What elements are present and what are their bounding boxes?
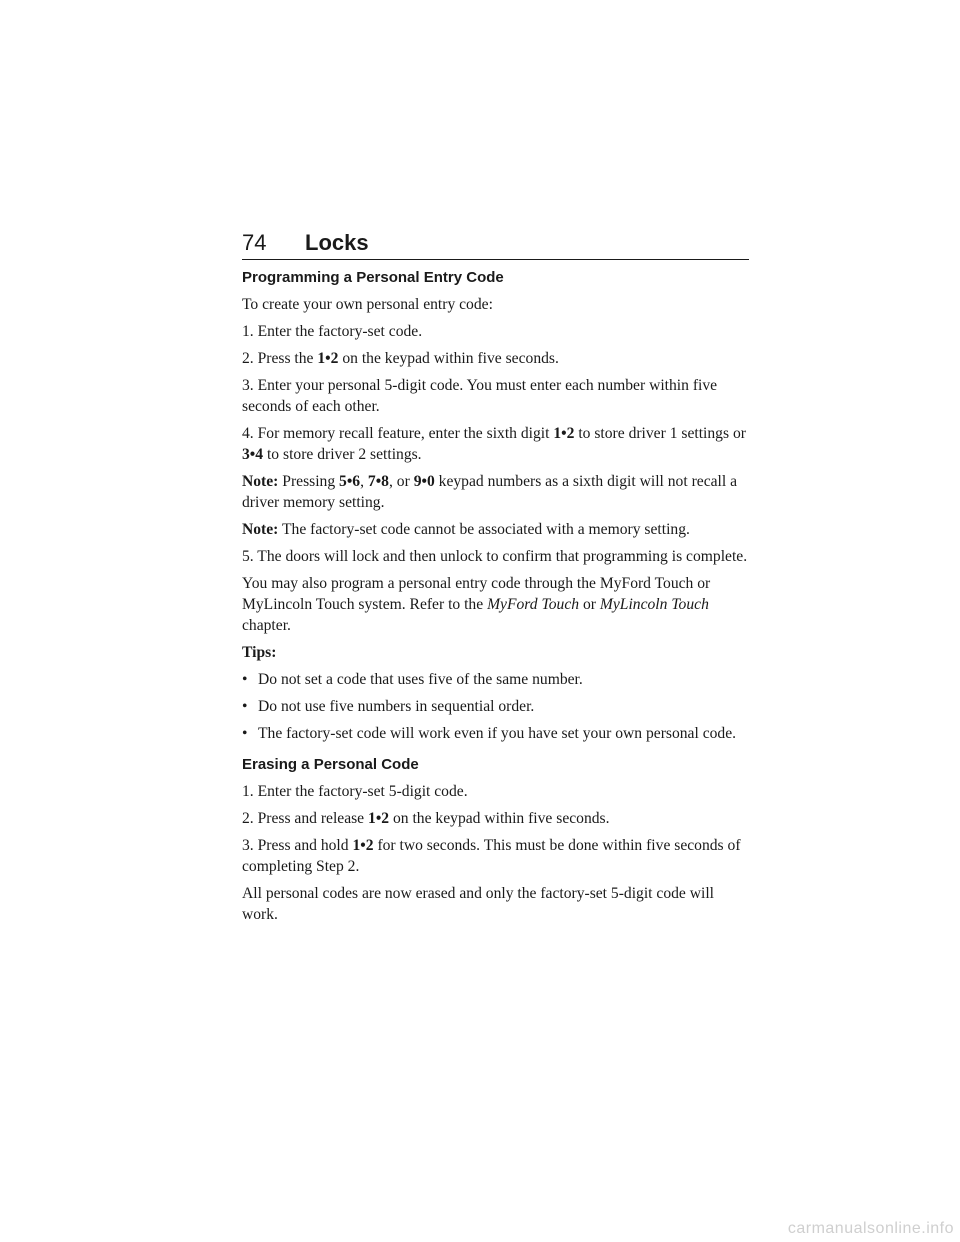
bullet-icon: • (242, 698, 248, 715)
watermark: carmanualsonline.info (787, 1220, 954, 1237)
tips-list (242, 669, 749, 744)
page-number: 74 (242, 230, 267, 255)
note-1: Note: Pressing 5•6, 7•8, or 9•0 keypad numbers as a sixth digit will not recall a driver memory setting. (242, 473, 738, 511)
key-label: 1•2 (317, 350, 339, 367)
intro-text: To create your own personal entry code: (242, 296, 493, 313)
key-label: 9•0 (413, 473, 435, 490)
step-1: 1. Enter the factory-set code. (242, 323, 423, 340)
note-label: Note: (242, 521, 279, 538)
bullet-icon: • (242, 725, 248, 742)
page-header (242, 226, 749, 262)
key-label: 1•2 (553, 425, 575, 442)
chapter-reference: MyFord Touch (487, 596, 580, 613)
chapter-reference: MyLincoln Touch (599, 596, 709, 613)
header-rule (242, 259, 749, 260)
chapter-title: Locks (305, 230, 369, 255)
erase-step-3: 3. Press and hold 1•2 for two seconds. This must be done within five seconds of completing Step 2. (242, 837, 741, 875)
page-content (242, 267, 749, 931)
section-title-erasing: Erasing a Personal Code (242, 756, 419, 773)
tips-label: Tips: (242, 644, 277, 661)
myford-reference: You may also program a personal entry code through the MyFord Touch or MyLincoln Touch system. Refer to the MyFord Touch or MyLincoln Touch chapter. (242, 575, 711, 634)
step-2: 2. Press the 1•2 on the keypad within five seconds. (242, 350, 559, 367)
erase-closing: All personal codes are now erased and only the factory-set 5-digit code will work. (242, 885, 714, 923)
bullet-icon: • (242, 671, 248, 688)
list-item: • Do not set a code that uses five of the same number. (242, 671, 583, 688)
key-label: 3•4 (242, 446, 264, 463)
note-label: Note: (242, 473, 279, 490)
note-2: Note: The factory-set code cannot be associated with a memory setting. (242, 521, 690, 538)
section-title-programming: Programming a Personal Entry Code (242, 269, 504, 286)
erase-step-1: 1. Enter the factory-set 5-digit code. (242, 783, 468, 800)
key-label: 7•8 (367, 473, 389, 490)
list-item: • The factory-set code will work even if you have set your own personal code. (242, 725, 737, 742)
key-label: 5•6 (339, 473, 361, 490)
key-label: 1•2 (352, 837, 374, 854)
key-label: 1•2 (368, 810, 390, 827)
list-item: • Do not use five numbers in sequential order. (242, 698, 535, 715)
step-3: 3. Enter your personal 5-digit code. You must enter each number within five seconds of each other. (242, 377, 718, 415)
step-4: 4. For memory recall feature, enter the sixth digit 1•2 to store driver 1 settings or 3•4 to store driver 2 settings. (242, 425, 746, 463)
step-5: 5. The doors will lock and then unlock to confirm that programming is complete. (242, 548, 748, 565)
erase-step-2: 2. Press and release 1•2 on the keypad within five seconds. (242, 810, 610, 827)
